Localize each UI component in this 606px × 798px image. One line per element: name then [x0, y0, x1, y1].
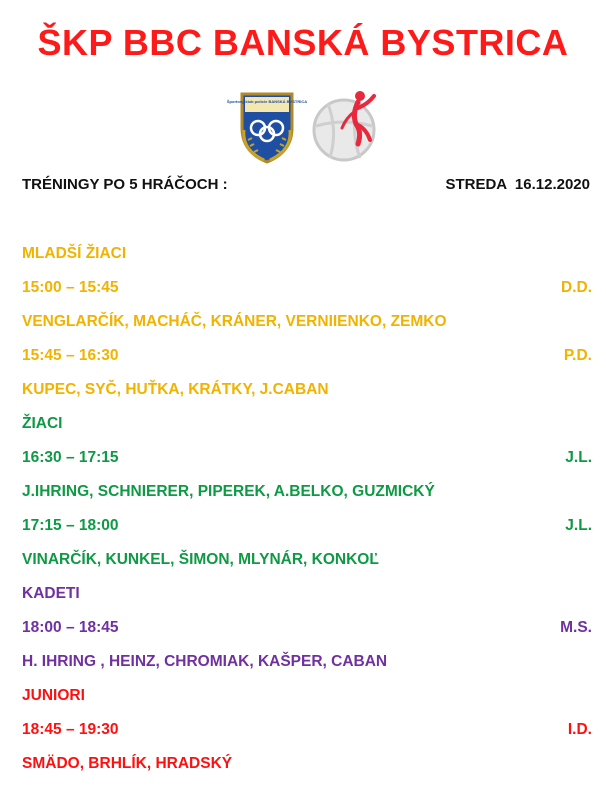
crest-text: Športový klub polície BANSKÁ BYSTRICA: [226, 99, 308, 104]
group-title-kadeti: KADETI: [22, 585, 80, 602]
training-heading: TRÉNINGY PO 5 HRÁČOCH :: [22, 176, 228, 193]
slot-players: J.IHRING, SCHNIERER, PIPEREK, A.BELKO, GUZMICKÝ: [22, 483, 435, 500]
slot-coach: P.D.: [563, 347, 592, 364]
basketball-logo: [308, 88, 392, 164]
slot-time: 18:45 – 19:30: [22, 721, 119, 738]
slot-time: 15:45 – 16:30: [22, 347, 119, 364]
club-crest-logo: [226, 90, 308, 164]
time-slot: [22, 517, 592, 551]
schedule-list: [22, 245, 592, 789]
time-slot: [22, 619, 592, 653]
time-slot: [22, 279, 592, 313]
slot-coach: M.S.: [560, 619, 592, 636]
slot-time: 15:00 – 15:45: [22, 279, 119, 296]
slot-coach: J.L.: [565, 449, 592, 466]
slot-coach: J.L.: [565, 517, 592, 534]
slot-players: KUPEC, SYČ, HUŤKA, KRÁTKY, J.CABAN: [22, 381, 329, 398]
time-slot: [22, 721, 592, 755]
slot-coach: I.D.: [567, 721, 592, 738]
time-slot: [22, 347, 592, 381]
slot-players: VENGLARČÍK, MACHÁČ, KRÁNER, VERNIIENKO, ZEMKO: [22, 313, 447, 330]
slot-time: 16:30 – 17:15: [22, 449, 119, 466]
slot-players: SMÄDO, BRHLÍK, HRADSKÝ: [22, 755, 233, 772]
group-title-juniori: JUNIORI: [22, 687, 85, 704]
time-slot: [22, 449, 592, 483]
page-title: ŠKP BBC BANSKÁ BYSTRICA: [37, 22, 569, 63]
date-label: STREDA 16.12.2020: [445, 176, 590, 193]
group-title-mladsi-ziaci: MLADŠÍ ŽIACI: [22, 245, 127, 262]
slot-players: H. IHRING , HEINZ, CHROMIAK, KAŠPER, CABAN: [22, 653, 388, 670]
logos-row: [0, 88, 606, 168]
group-title-ziaci: ŽIACI: [22, 415, 63, 432]
slot-time: 17:15 – 18:00: [22, 517, 119, 534]
slot-players: VINARČÍK, KUNKEL, ŠIMON, MLYNÁR, KONKOĽ: [22, 551, 379, 568]
slot-coach: D.D.: [561, 279, 592, 296]
slot-time: 18:00 – 18:45: [22, 619, 119, 636]
